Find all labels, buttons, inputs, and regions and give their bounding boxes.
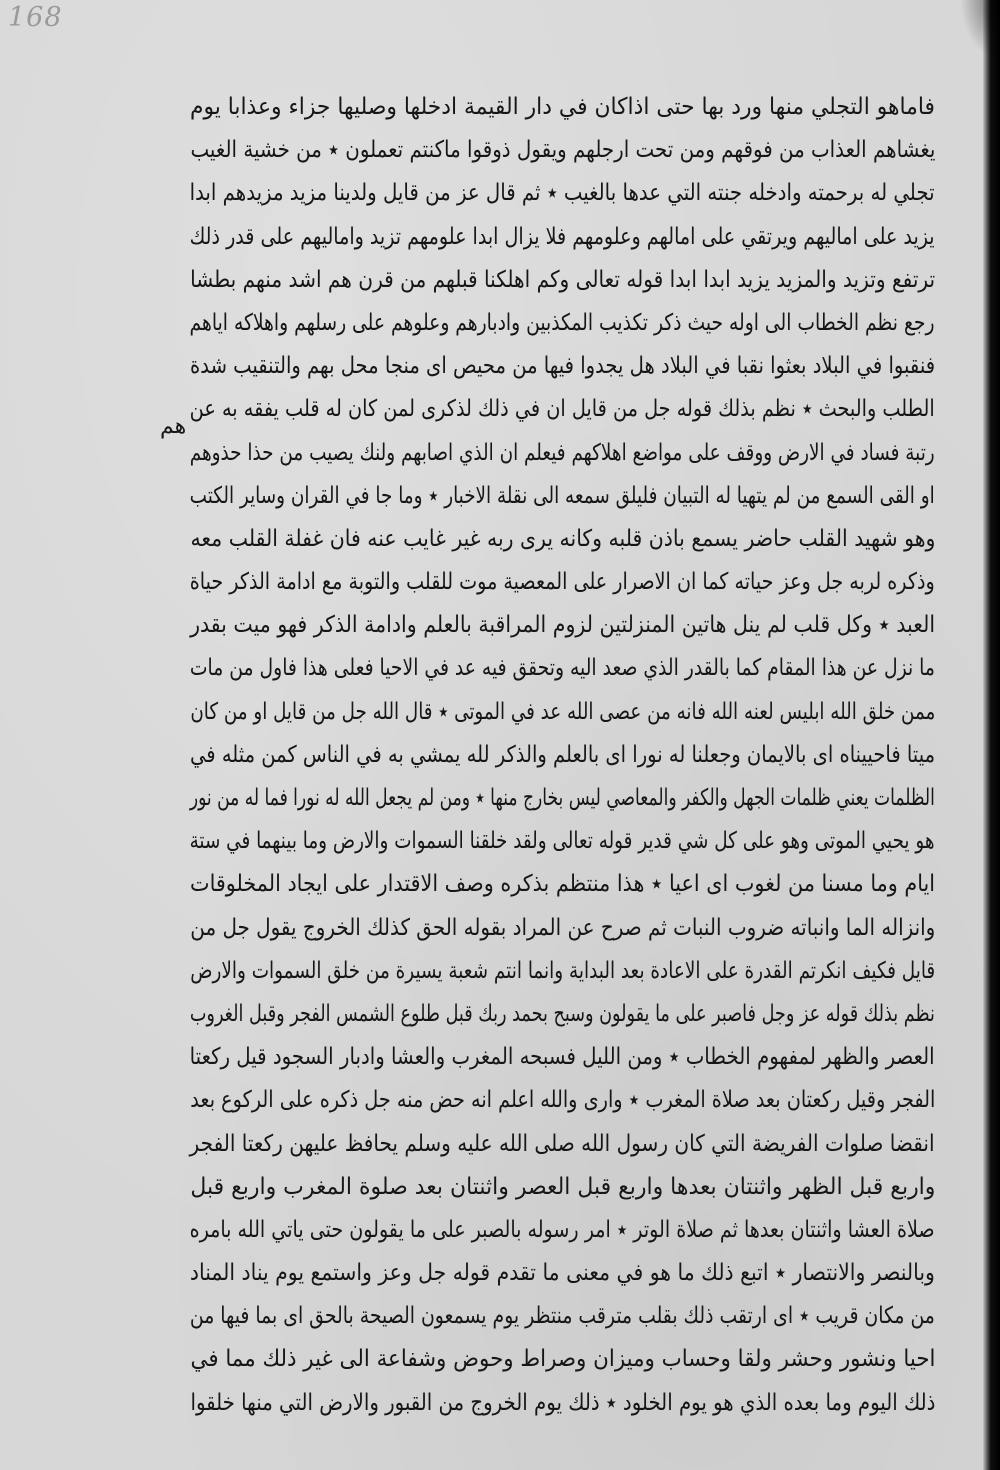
text-line (190, 907, 935, 950)
text-line (190, 259, 935, 302)
text-line (190, 950, 935, 993)
text-line-content: فنقبوا في البلاد بعثوا نقبا في البلاد هل يجدوا فيها من محيص اى منجا محل بهم والتنقيب شدة (189, 353, 935, 380)
text-line (190, 475, 935, 518)
text-line (190, 1166, 935, 1209)
text-line (190, 647, 935, 690)
text-line-content: وبالنصر والانتصار ٭ اتبع ذلك ما هو في معنى ما تقدم قوله جل وعز واستمع يوم يناد المناد (190, 1260, 935, 1287)
text-line (190, 734, 935, 777)
text-line (190, 1382, 935, 1425)
text-line (190, 388, 935, 431)
text-line-content: احيا ونشور وحشر ولقا وحساب وميزان وصراط وحوض وشفاعة الى غير ذلك مما في (190, 1346, 935, 1373)
text-line-content: العصر والظهر لمفهوم الخطاب ٭ ومن الليل فسبحه المغرب والعشا وادبار السجود قيل ركعتا (189, 1044, 935, 1071)
text-line (190, 561, 935, 604)
text-line-content: العبد ٭ وكل قلب لم ينل هاتين المنزلتين لزوم المراقبة بالعلم وادامة الذكر فهو ميت بقدر (189, 612, 935, 639)
text-line (190, 345, 935, 388)
text-line-content: ذلك اليوم وما بعده الذي هو يوم الخلود ٭ ذلك يوم الخروج من القبور والارض التي منها خلقوا (190, 1389, 935, 1416)
text-line-content: الظلمات يعني ظلمات الجهل والكفر والمعاصي ليس بخارج منها ٭ ومن لم يجعل الله له نورا فما له من نور (189, 785, 935, 811)
text-line-content: فاماهو التجلي منها ورد بها حتى اذاكان في دار القيمة ادخلها وصليها جزاء وعذابا يوم (190, 94, 935, 120)
text-line-content: تجلي له برحمته وادخله جنته التي عدها بالغيب ٭ ثم قال عز من قايل ولدينا مزيد مزيدهم ابدا (190, 180, 935, 207)
text-line-content: ايام وما مسنا من لغوب اى اعيا ٭ هذا منتظم بذكره وصف الاقتدار على ايجاد المخلوقات (189, 871, 935, 898)
text-line-content: يغشاهم العذاب من فوقهم ومن تحت ارجلهم ويقول ذوقوا ماكنتم تعملون ٭ من خشية الغيب (190, 137, 935, 164)
text-line-content: وذكره لربه جل وعز حياته كما ان الاصرار على المعصية موت للقلب والتوبة مع ادامة الذكر حياة (190, 569, 935, 596)
text-line (190, 302, 935, 345)
text-line (190, 1252, 935, 1295)
text-line-content: ترتفع وتزيد والمزيد يزيد ابدا ابدا قوله تعالى وكم اهلكنا قبلهم من قرن هم اشد منهم بطشا (190, 266, 935, 293)
text-line-content: او القى السمع من لم يتهيا له التبيان فليلق سمعه الى نقلة الاخبار ٭ وما جا في القران وساير الكتب (189, 482, 935, 509)
text-line (190, 1079, 935, 1122)
text-line-content: يزيد على اماليهم ويرتقي على امالهم وعلومهم فلا يزال ابدا علومهم تزيد واماليهم على قدر ذلك (189, 223, 935, 250)
page-number: 168 (8, 2, 63, 33)
text-line-content: رتبة فساد في الارض ووقف على مواضع اهلاكهم فيعلم ان الذي اصابهم ولنك يصيب من حذا حذوهم (190, 439, 935, 466)
text-line (190, 1295, 935, 1338)
text-line-content: ممن خلق الله ابليس لعنه الله فانه من عصى الله عد في الموتى ٭ قال الله جل من قايل او من كان (190, 698, 935, 725)
text-line (190, 1338, 935, 1381)
text-line (190, 1036, 935, 1079)
text-line (190, 604, 935, 647)
text-block (190, 86, 935, 1425)
scan-corner-shadow (960, 0, 1000, 60)
text-line (190, 820, 935, 863)
text-line (190, 518, 935, 561)
text-line (190, 172, 935, 215)
text-line-content: صلاة العشا واثنتان بعدها ثم صلاة الوتر ٭ امر رسوله بالصبر على ما يقولون حتى ياتي الله بامره (190, 1216, 935, 1243)
text-line (190, 432, 935, 475)
text-line-content: رجع نظم الخطاب الى اوله حيث ذكر تكذيب المكذبين وادبارهم وعلوهم على رسلهم واهلاكه اياهم (190, 309, 935, 336)
text-line-content: هو يحيي الموتى وهو على كل شي قدير قوله تعالى ولقد خلقنا السموات والارض وما بينهما في ستة (190, 828, 935, 855)
text-line-content: من مكان قريب ٭ اى ارتقب ذلك بقلب مترقب منتظر يوم يسمعون الصيحة بالحق اى بما فيها من (189, 1303, 935, 1330)
text-line-content: واربع قبل الظهر واثنتان بعدها واربع قبل العصر واثنتان بعد صلوة المغرب واربع قبل (189, 1173, 935, 1200)
text-line-content: وانزاله الما وانباته ضروب النبات ثم صرح عن المراد بقوله الحق كذلك الخروج يقول جل من (189, 914, 935, 941)
text-line (190, 863, 935, 906)
text-line-content: انقضا صلوات الفريضة التي كان رسول الله صلى الله عليه وسلم يحافظ عليهن ركعتا الفجر (189, 1130, 935, 1157)
text-line-content: قايل فكيف انكرتم القدرة على الاعادة بعد البداية وانما انتم شعبة يسيرة من خلق السموات والارض (190, 957, 935, 984)
text-line-content: نظم بذلك قوله عز وجل فاصبر على ما يقولون وسبح بحمد ربك قبل طلوع الشمس الفجر وقبل الغروب (189, 1000, 935, 1027)
text-line (190, 216, 935, 259)
margin-note: هم (160, 414, 187, 439)
text-line-content: ميتا فاحييناه اى بالايمان وجعلنا له نورا اى بالعلم والذكر لله يمشي به في الناس كمن مثله في (189, 741, 935, 768)
text-line (190, 691, 935, 734)
text-line (190, 1209, 935, 1252)
text-line-content: الطلب والبحث ٭ نظم بذلك قوله جل من قايل ان في ذلك لذكرى لمن كان له قلب يفقه به عن (189, 396, 935, 423)
text-line-content: وهو شهيد القلب حاضر يسمع باذن قلبه وكانه يرى ربه غير غايب عنه فان غفلة القلب معه (190, 525, 935, 552)
text-line (190, 777, 935, 820)
text-line (190, 1123, 935, 1166)
text-line (190, 993, 935, 1036)
text-line-content: الفجر وقيل ركعتان بعد صلاة المغرب ٭ وارى والله اعلم انه حض منه جل ذكره على الركوع بعد (189, 1087, 935, 1114)
scan-edge (983, 0, 1000, 1470)
text-line (190, 86, 935, 129)
text-line-content: ما نزل عن هذا المقام كما بالقدر الذي صعد اليه وتحقق فيه عد في الاحيا فعلى هذا فاول من مات (189, 655, 935, 682)
text-line (190, 129, 935, 172)
